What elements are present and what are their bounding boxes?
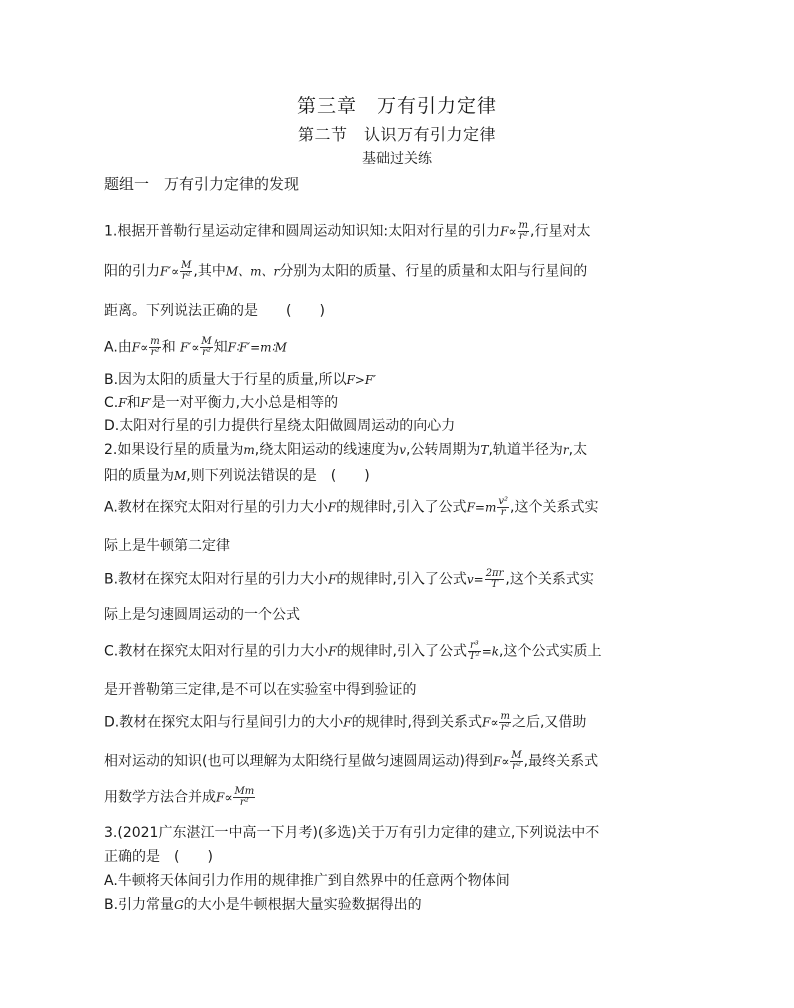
option-text: 的规律时,引入了公式 <box>336 499 467 516</box>
formula: F>F′ <box>346 373 376 387</box>
q3-option-b <box>104 895 422 915</box>
q2-option-d-line-3 <box>104 787 256 808</box>
variable: F <box>328 572 337 587</box>
denominator: r² <box>500 722 510 733</box>
option-text: 和 <box>126 395 141 411</box>
q1-option-a <box>104 337 287 358</box>
q3-option-a: A.牛顿将天体间引力作用的规律推广到自然界中的任意两个物体间 <box>104 873 510 889</box>
numerator: r³ <box>469 640 479 651</box>
option-text: 的规律时,引入了公式 <box>336 643 468 660</box>
formula: F∝ <box>492 754 510 769</box>
q1-option-d: D.太阳对行星的引力提供行星绕太阳做圆周运动的向心力 <box>104 418 456 434</box>
q2-line-1 <box>104 440 587 460</box>
numerator: M <box>181 260 192 271</box>
formula: =k <box>481 644 500 659</box>
formula: F <box>118 396 127 410</box>
fraction <box>233 787 255 808</box>
q3-line-2: 正确的是 ( ) <box>104 849 213 865</box>
fraction <box>497 497 509 518</box>
q3-line-1: 3.(2021广东湛江一中高一下月考)(多选)关于万有引力定律的建立,下列说法中不 <box>104 825 600 841</box>
q2-option-b-line-1 <box>104 569 594 590</box>
option-text: B.教材在探究太阳对行星的引力大小 <box>104 571 329 588</box>
option-text: 的规律时,引入了公式 <box>336 571 467 588</box>
q2-text: 阳的质量为 <box>104 468 174 484</box>
denominator: r² <box>181 271 191 282</box>
option-text: ,最终关系式 <box>523 753 599 770</box>
denominator: r <box>500 507 506 518</box>
fraction <box>180 261 192 282</box>
chapter-title: 第三章 万有引力定律 <box>296 95 497 117</box>
formula: F∝ <box>131 340 149 355</box>
q1-option-c <box>104 393 338 413</box>
variable: M <box>174 469 187 483</box>
numerator: m <box>500 711 510 722</box>
option-text: ,这个关系式实 <box>505 571 594 588</box>
option-text: A.教材在探究太阳对行星的引力大小 <box>104 499 328 516</box>
numerator: M <box>511 750 522 761</box>
formula: v= <box>466 572 484 587</box>
q2-line-2 <box>104 466 370 486</box>
option-text: 的规律时,得到关系式 <box>351 714 483 731</box>
q1-line-1 <box>104 221 590 242</box>
denominator: r² <box>239 797 249 808</box>
q2-option-c-line-2: 是开普勒第三定律,是不可以在实验室中得到验证的 <box>104 682 417 698</box>
option-text: 的大小是牛顿根据大量实验数据得出的 <box>183 897 422 913</box>
q1-text: 阳的引力 <box>104 263 160 280</box>
q2-option-a-line-1 <box>104 497 598 518</box>
formula: F′ <box>140 396 152 410</box>
q2-text: 2.如果设行星的质量为 <box>104 442 244 458</box>
option-text: 知 <box>213 339 228 356</box>
variable: v <box>399 443 406 457</box>
option-text: 用数学方法合并成 <box>104 789 216 806</box>
q1-stem-end: 距离。下列说法正确的是 ( ) <box>104 303 325 319</box>
formula: F=m <box>466 500 497 515</box>
fraction <box>468 641 481 662</box>
option-text: B.因为太阳的质量大于行星的质量,所以 <box>104 372 347 388</box>
formula: F∝ <box>216 790 233 805</box>
q2-text: ,则下列说法错误的是 ( ) <box>186 468 370 484</box>
numerator: Mm <box>234 786 255 797</box>
variable: G <box>174 898 184 912</box>
variable: m <box>243 443 255 457</box>
numerator: m <box>150 336 160 347</box>
option-text: C.教材在探究太阳对行星的引力大小 <box>104 643 329 660</box>
option-text: C. <box>104 395 119 411</box>
denominator: r² <box>150 347 160 358</box>
denominator: T <box>491 579 498 590</box>
fraction <box>518 221 529 242</box>
q2-text: ,公转周期为 <box>405 442 481 458</box>
variables: M、m、r <box>225 264 280 279</box>
q1-text: ,行星对太 <box>530 223 591 240</box>
fraction <box>510 751 522 772</box>
q2-option-d-line-2 <box>104 751 598 772</box>
fraction <box>200 337 212 358</box>
q2-text: ,轨道半径为 <box>488 442 563 458</box>
denominator: r² <box>518 231 528 242</box>
option-text: A.由 <box>104 339 132 356</box>
option-text: D.教材在探究太阳与行星间引力的大小 <box>104 714 344 731</box>
numerator: 2πr <box>485 568 504 579</box>
option-text: 之后,又借助 <box>511 714 587 731</box>
q2-option-b-line-2: 际上是匀速圆周运动的一个公式 <box>104 607 300 623</box>
q1-option-b <box>104 370 376 390</box>
formula: F′∝ <box>160 264 180 279</box>
group-title: 题组一 万有引力定律的发现 <box>104 175 300 193</box>
denominator: T² <box>469 651 480 662</box>
q2-text: ,绕太阳运动的线速度为 <box>254 442 400 458</box>
q2-option-c-line-1 <box>104 641 601 662</box>
numerator: v² <box>498 496 508 507</box>
numerator: M <box>201 336 212 347</box>
q1-line-2 <box>104 261 587 282</box>
section-title: 第二节 认识万有引力定律 <box>297 125 496 144</box>
option-text: 是一对平衡力,大小总是相等的 <box>151 395 339 411</box>
q1-text: ,其中 <box>193 263 226 280</box>
variable: T <box>480 443 489 457</box>
variable: F <box>328 644 337 659</box>
formula: F′∝ <box>180 340 200 355</box>
q1-text: 1.根据开普勒行星运动定律和圆周运动知识知:太阳对行星的引力 <box>104 223 501 240</box>
option-text: 和 <box>161 339 176 356</box>
denominator: r² <box>202 347 211 358</box>
variable: F <box>327 500 337 515</box>
fraction <box>149 337 160 358</box>
fraction <box>499 712 510 733</box>
q1-text: 分别为太阳的质量、行星的质量和太阳与行星间的 <box>279 263 588 280</box>
numerator: m <box>518 220 529 231</box>
denominator: r² <box>512 761 521 772</box>
q2-option-d-line-1 <box>104 712 586 733</box>
option-text: ,这个公式实质上 <box>499 643 602 660</box>
formula: F∝ <box>500 224 517 239</box>
option-text: 相对运动的知识(也可以理解为太阳绕行星做匀速圆周运动)得到 <box>104 753 493 770</box>
formula: F∝ <box>482 715 499 730</box>
q2-option-a-line-2: 际上是牛顿第二定律 <box>104 538 230 554</box>
formula: F∶F′=m∶M <box>227 340 287 355</box>
variable: F <box>343 715 352 730</box>
option-text: B.引力常量 <box>104 897 175 913</box>
variable: r <box>562 443 569 457</box>
fraction <box>485 569 505 590</box>
option-text: ,这个关系式实 <box>510 499 599 516</box>
q2-text: ,太 <box>568 442 588 458</box>
exercise-subtitle: 基础过关练 <box>362 151 432 167</box>
